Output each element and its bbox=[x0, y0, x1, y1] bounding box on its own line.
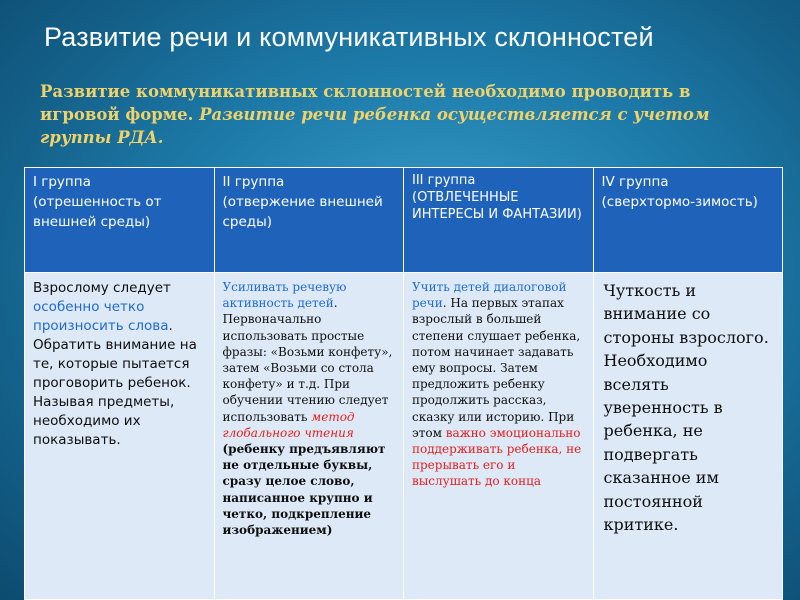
cell-1-text-c: . Обратить внимание на те, которые пытается проговорить ребенок. Называя предметы, необходимо их показывать. bbox=[33, 318, 197, 448]
header-group-2-desc: (отвержение внешней среды) bbox=[222, 194, 383, 230]
cell-2-text-d: (ребенку предъявляют не отдельные буквы, сразу целое слово, написанное крупно и четко, подкрепление изображением) bbox=[222, 442, 386, 538]
header-group-2 bbox=[214, 168, 404, 273]
header-group-1-title: I группа bbox=[33, 174, 91, 190]
cell-1-highlight: особенно четко произносить слова bbox=[33, 299, 169, 334]
slide-title: Развитие речи и коммуникативных склонностей bbox=[44, 22, 654, 52]
header-group-2-title: II группа bbox=[222, 174, 285, 190]
cell-3-text-b: . На первых этапах взрослый в большей степени слушает ребенка, потом начинает задавать ему вопросы. Затем предложить ребенку продолжить рассказ, сказку или историю. При этом bbox=[412, 296, 581, 440]
cell-2-method-highlight: метод глобального чтения bbox=[222, 409, 355, 440]
header-group-4-title: IV группа bbox=[601, 174, 669, 190]
cell-group-2 bbox=[214, 273, 404, 600]
groups-table bbox=[24, 167, 783, 600]
slide-subtitle bbox=[40, 80, 775, 149]
subtitle-part-1: Развитие коммуникативных склонностей необходимо проводить в игровой форме. bbox=[40, 82, 691, 124]
cell-2-highlight: Усиливать речевую активность детей bbox=[222, 280, 347, 311]
header-group-3-title: III группа bbox=[412, 173, 476, 188]
header-group-3 bbox=[404, 168, 594, 273]
cell-group-3 bbox=[404, 273, 594, 600]
cell-1-text-a: Взрослому следует bbox=[33, 280, 171, 296]
header-group-4-desc: (сверхтормо-зимость) bbox=[601, 194, 758, 210]
cell-3-red-highlight: важно эмоционально поддерживать ребенка, не прерывать его и выслушать до конца bbox=[412, 425, 582, 489]
subtitle-part-2: Развитие речи ребенка осуществляется с учетом группы РДА. bbox=[40, 105, 710, 147]
cell-group-4 bbox=[593, 273, 783, 600]
header-group-1-desc: (отрешенность от внешней среды) bbox=[33, 194, 162, 230]
cell-4-text: Чуткость и внимание со стороны взрослого. Необходимо вселять уверенность в ребенка, не подвергать сказанное им постоянной критике. bbox=[603, 281, 769, 535]
header-group-4 bbox=[593, 168, 783, 273]
table-body-row bbox=[25, 273, 783, 600]
header-group-3-desc: (ОТВЛЕЧЕННЫЕ ИНТЕРЕСЫ И ФАНТАЗИИ) bbox=[412, 190, 582, 222]
cell-3-highlight: Учить детей диалоговой речи bbox=[412, 280, 567, 311]
cell-group-1 bbox=[25, 273, 215, 600]
table-header-row bbox=[25, 168, 783, 273]
header-group-1 bbox=[25, 168, 215, 273]
cell-2-text-b: . Первоначально использовать простые фразы: «Возьми конфету», затем «Возьми со стола конфету» и т.д. При обучении чтению следует использовать bbox=[222, 296, 393, 424]
